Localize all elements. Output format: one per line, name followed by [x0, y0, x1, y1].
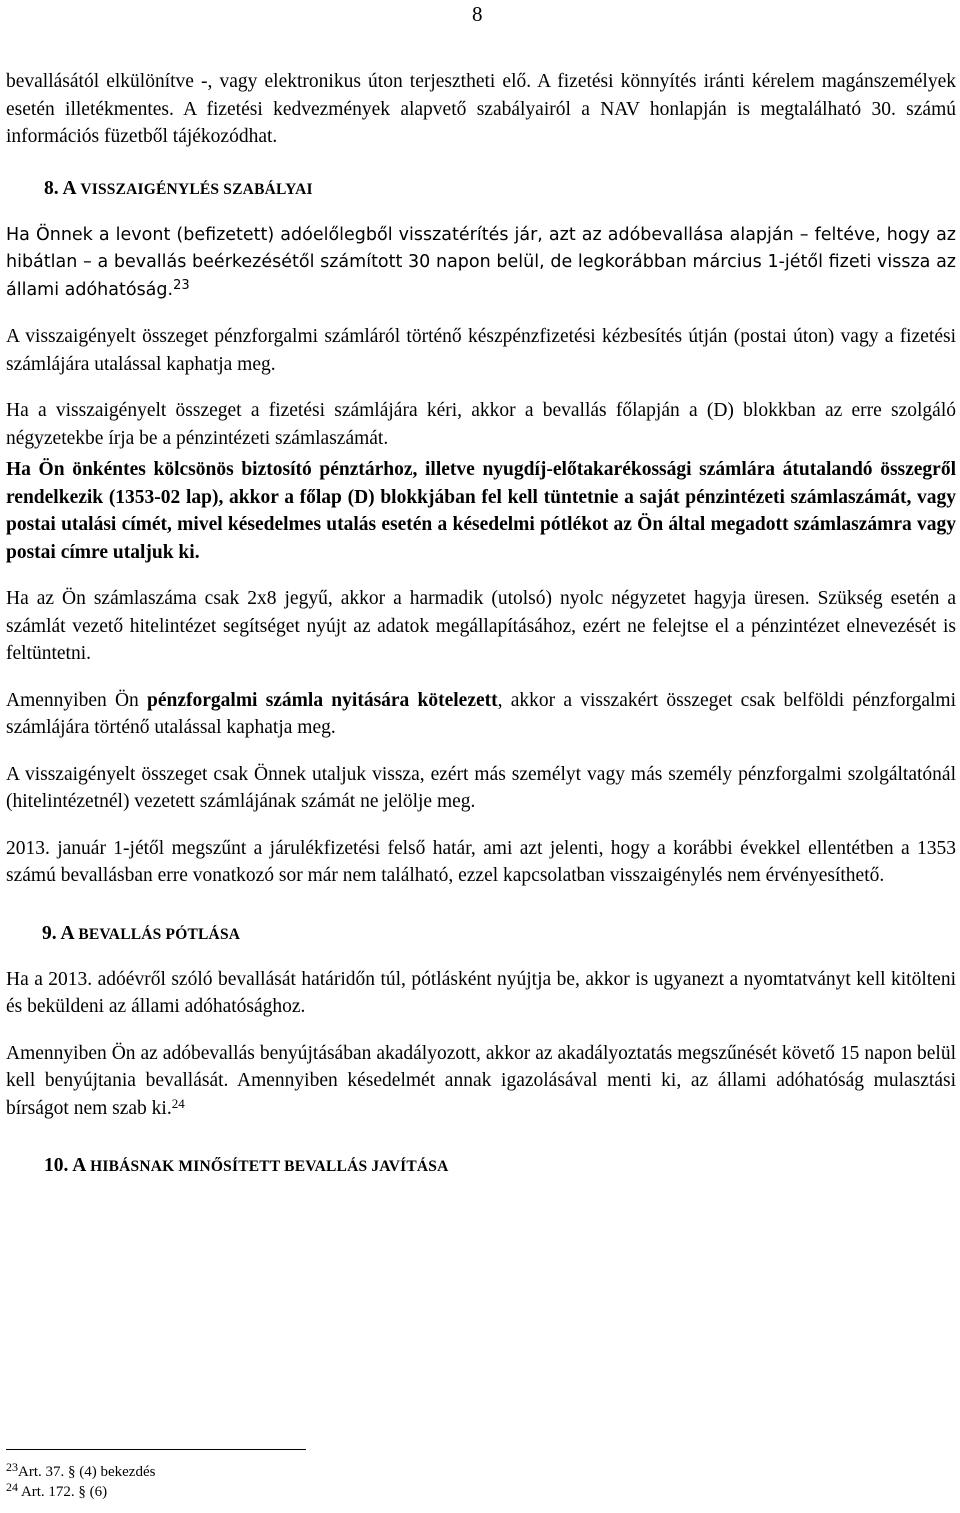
footnotes [6, 1462, 155, 1502]
paragraph-text: Amennyiben Ön [6, 689, 147, 711]
heading-number: 8. [44, 177, 63, 199]
heading-initial: A [62, 177, 81, 199]
paragraph-text: , akkor a visszakért összeget csak belföldi pénzforgalmi számlájára történő utalással kaphatja meg. [6, 689, 956, 738]
paragraph-intro: bevallásától elkülönítve -, vagy elektronikus úton terjesztheti elő. A fizetési könnyítés iránti kérelem magánszemélyek esetén illetékmentes. A fizetési kedvezmények alapvető szabályairól a NAV honlapján is megtalálható 30. számú információs füzetből tájékozódhat. [6, 71, 956, 147]
footnote-item [6, 1482, 155, 1502]
footnote-number: 24 [6, 1480, 18, 1494]
paragraph-contribution-limit: 2013. január 1-jétől megszűnt a járulékfizetési felső határ, ami azt jelenti, hogy a korábbi évekkel ellentétben a 1353 számú bevallásban erre vonatkozó sor már nem található, ezzel kapcsolatban visszaigénylés nem érvényesíthető. [6, 837, 956, 886]
paragraph-emphasis: pénzforgalmi számla nyitására kötelezett [147, 689, 498, 711]
section-heading-10 [44, 1152, 956, 1180]
footnote-text: Art. 37. § (4) bekezdés [18, 1464, 156, 1480]
footnote-text: Art. 172. § (6) [20, 1484, 108, 1500]
paragraph-payment-method: A visszaigényelt összeget pénzforgalmi számláról történő készpénzfizetési kézbesítés útján (postai úton) vagy a fizetési számlájára utalással kaphatja meg. [6, 326, 956, 375]
paragraph-obligation [6, 687, 956, 742]
heading-number: 10. [44, 1155, 73, 1176]
footnote-divider [6, 1449, 306, 1450]
footnote-item [6, 1462, 155, 1482]
footnote-ref-23: 23 [173, 277, 190, 293]
heading-initial: A [60, 922, 79, 944]
document-body [6, 68, 956, 1180]
heading-initial: A [72, 1155, 91, 1176]
heading-title: HIBÁSNAK MINŐSÍTETT BEVALLÁS JAVÍTÁSA [90, 1158, 449, 1175]
paragraph-late-filing: Ha a 2013. adóévről szóló bevallását határidőn túl, pótlásként nyújtja be, akkor is ugyanezt a nyomtatványt kell kitölteni és beküldeni az állami adóhatósághoz. [6, 968, 956, 1017]
page-number: 8 [472, 2, 483, 26]
heading-title: BEVALLÁS PÓTLÁSA [78, 925, 241, 943]
section-heading-8 [44, 175, 956, 203]
section-heading-9 [42, 920, 956, 948]
paragraph-only-you: A visszaigényelt összeget csak Önnek utaljuk vissza, ezért más személyt vagy más személy pénzforgalmi szolgáltatónál (hitelintézetnél) vezetett számlájának számát ne jelölje meg. [6, 763, 956, 812]
paragraph-text: Ha Önnek a levont (befizetett) adóelőlegből visszatérítés jár, azt az adóbevallása alapján – feltéve, hogy az hibátlan – a bevallás beérkezésétől számított 30 napon belül, de legkorábban március 1-jétől fizeti vissza az állami adóhatóság. [6, 224, 956, 300]
heading-number: 9. [42, 922, 61, 944]
paragraph-refund [6, 222, 956, 305]
paragraph-pension-fund: Ha Ön önkéntes kölcsönös biztosító pénztárhoz, illetve nyugdíj-előtakarékossági számlára átutalandó összegről rendelkezik (1353-02 lap), akkor a főlap (D) blokkjában fel kell tüntetnie a saját pénzintézeti számlaszámát, vagy postai utalási címét, mivel késedelmes utalás esetén a késedelmi pótlékot az Ön által megadott számlaszámra vagy postai címre utaljuk ki. [6, 459, 956, 563]
paragraph-obstruction [6, 1040, 956, 1123]
paragraph-short-account: Ha az Ön számlaszáma csak 2x8 jegyű, akkor a harmadik (utolsó) nyolc négyzetet hagyja üresen. Szükség esetén a számlát vezető hitelintézet segítséget nyújt az adatok megállapításához, ezért ne felejtse el a pénzintézet elnevezését is feltüntetni. [6, 588, 956, 664]
paragraph-text: Amennyiben Ön az adóbevallás benyújtásában akadályozott, akkor az akadályoztatás megszűnését követő 15 napon belül kell benyújtania bevallását. Amennyiben késedelmét annak igazolásával menti ki, az állami adóhatóság mulasztási bírságot nem szab ki. [6, 1042, 956, 1119]
footnote-ref-24: 24 [171, 1095, 185, 1111]
paragraph-account-number: Ha a visszaigényelt összeget a fizetési számlájára kéri, akkor a bevallás főlapján a (D) blokkban az erre szolgáló négyzetekbe írja be a pénzintézeti számlaszámát. [6, 400, 956, 449]
footnote-number: 23 [6, 1460, 18, 1474]
heading-title: VISSZAIGÉNYLÉS SZABÁLYAI [80, 180, 313, 198]
